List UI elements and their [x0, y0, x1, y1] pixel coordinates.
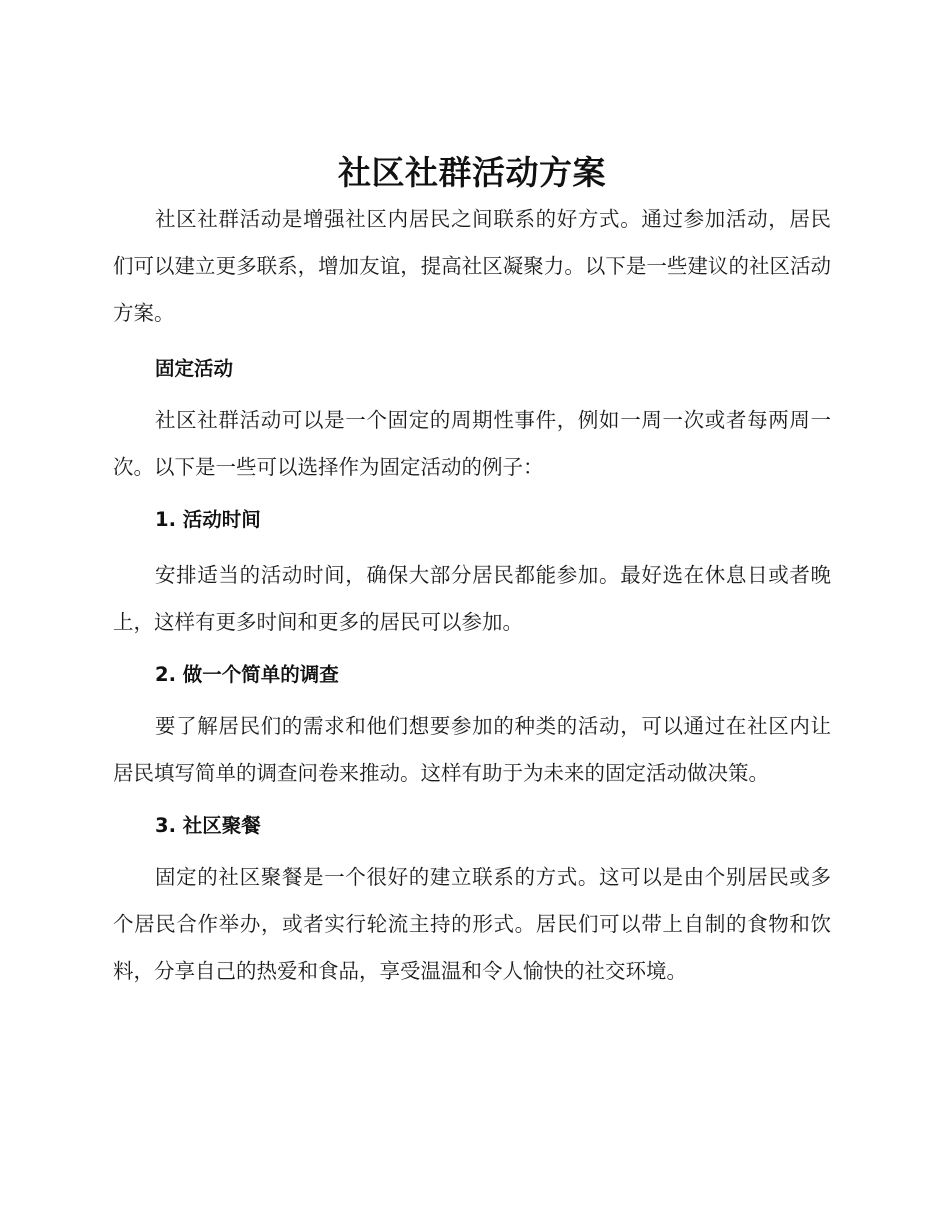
item-heading-community-dinner: 3. 社区聚餐 [155, 814, 261, 837]
item-heading-survey: 2. 做一个简单的调查 [155, 663, 339, 686]
section-paragraph: 社区社群活动可以是一个固定的周期性事件，例如一周一次或者每两周一次。以下是一些可以选择作为固定活动的例子： [113, 408, 831, 479]
intro-paragraph: 社区社群活动是增强社区内居民之间联系的好方式。通过参加活动，居民们可以建立更多联系，增加友谊，提高社区凝聚力。以下是一些建议的社区活动方案。 [113, 207, 831, 325]
item-paragraph-community-dinner: 固定的社区聚餐是一个很好的建立联系的方式。这可以是由个别居民或多个居民合作举办，或者实行轮流主持的形式。居民们可以带上自制的食物和饮料，分享自己的热爱和食品，享受温温和令人愉快的社交环境。 [113, 865, 831, 983]
document-body [113, 150, 831, 995]
document-title: 社区社群活动方案 [338, 153, 606, 192]
section-heading-fixed-activities: 固定活动 [155, 357, 234, 380]
item-paragraph-activity-time: 安排适当的活动时间，确保大部分居民都能参加。最好选在休息日或者晚上，这样有更多时间和更多的居民可以参加。 [113, 563, 831, 634]
item-paragraph-survey: 要了解居民们的需求和他们想要参加的种类的活动，可以通过在社区内让居民填写简单的调查问卷来推动。这样有助于为未来的固定活动做决策。 [113, 714, 831, 785]
item-heading-activity-time: 1. 活动时间 [155, 508, 261, 531]
